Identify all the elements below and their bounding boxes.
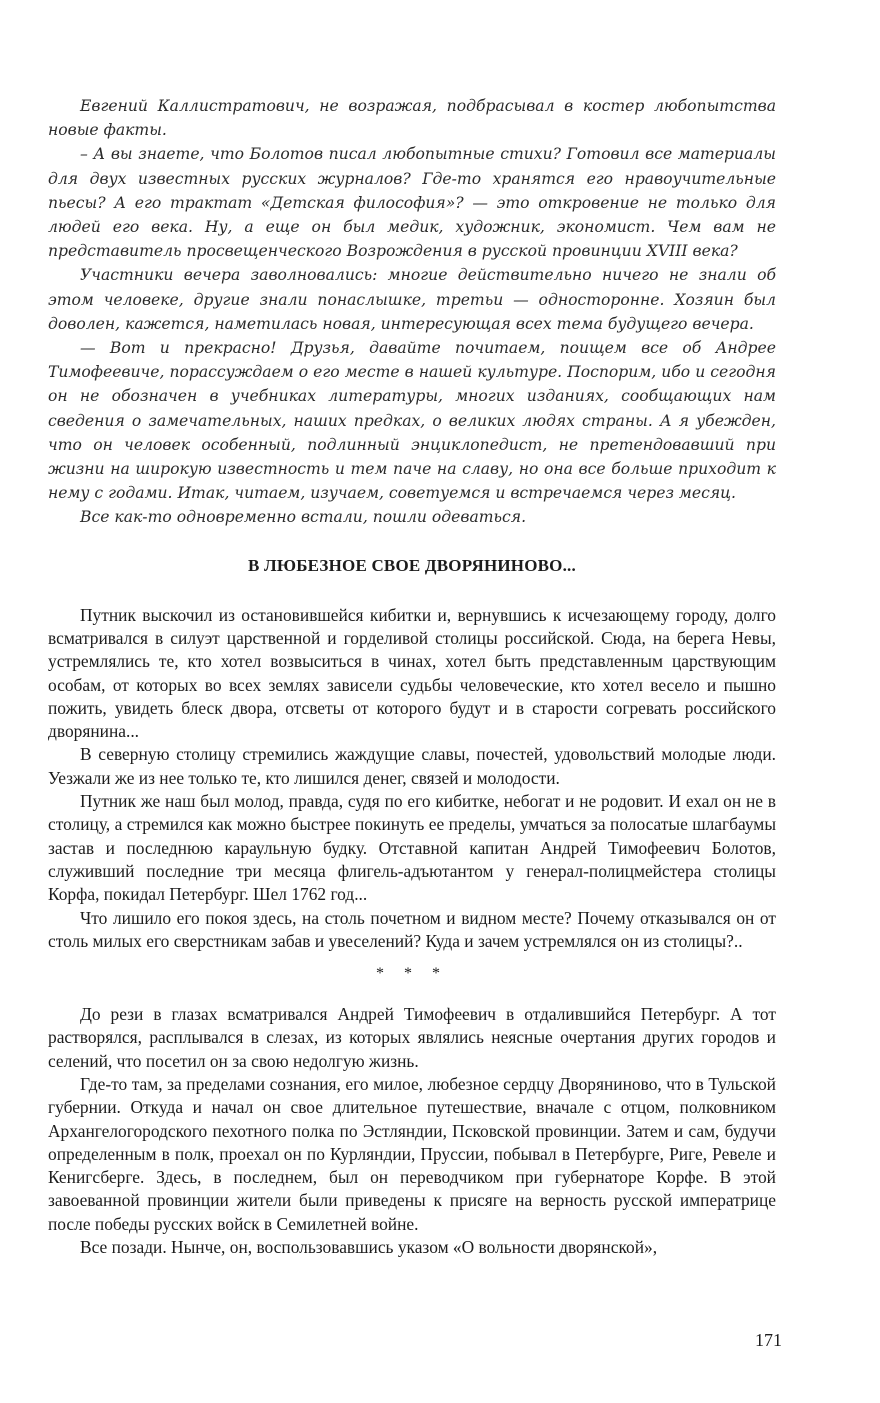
- paragraph: Евгений Каллистратович, не возражая, подбрасывал в костер любопытства новые факты.: [48, 97, 776, 140]
- paragraph: Путник выскочил из остановившейся кибитки и, вернувшись к исчезающему городу, долго всматривался в силуэт царственной и горделивой столицы российской. Сюда, на берега Невы, устремлялись те, кто хотел возвыситься в чинах, хотел быть представленным царствующим особам, от которых во всех землях зависели судьбы человеческие, кто хотел весело и пышно пожить, увидеть блеск двора, отсветы от которого будут и в старости согревать российского дворянина...: [48, 604, 776, 742]
- paragraph: – А вы знаете, что Болотов писал любопытные стихи? Готовил все материалы для двух известных русских журналов? Где-то хранятся его нравоучительные пьесы? А его трактат «Детская философия»? — это откровение не только для людей его века. Ну, а еще он был медик, художник, экономист. Чем вам не представитель просвещенческого Возрождения в русской провинции XVIII века?: [48, 145, 776, 261]
- paragraph: Что лишило его покоя здесь, на столь почетном и видном месте? Почему отказывался он от столь милых его сверстникам забав и увеселений? Куда и зачем устремлялся он из столицы?..: [48, 907, 776, 951]
- paragraph: До рези в глазах всматривался Андрей Тимофеевич в отдалившийся Петербург. А тот растворялся, расплывался в слезах, из которых являлись неясные очертания других городов и селений, что посетил он за свою недолгую жизнь.: [48, 1004, 776, 1071]
- paragraph: Путник же наш был молод, правда, судя по его кибитке, небогат и не родовит. И ехал он не в столицу, а стремился как можно быстрее покинуть ее пределы, умчаться за полосатые шлагбаумы застав и последнюю караульную будку. Отставной капитан Андрей Тимофеевич Болотов, служивший последние три месяца флигель-адъютантом у генерал-полицмейстера столицы Корфа, покидал Петербург. Шел 1762 год...: [48, 791, 776, 905]
- paragraph: Участники вечера заволновались: многие действительно ничего не знали об этом человеке, другие знали понаслышке, третьи — односторонне. Хозяин был доволен, кажется, наметилась новая, интересующая всех тема будущего вечера.: [48, 266, 776, 333]
- section-separator: * * *: [376, 965, 448, 983]
- paragraph: — Вот и прекрасно! Друзья, давайте почитаем, поищем все об Андрее Тимофеевиче, порассуждаем о его месте в нашей культуре. Поспорим, ибо и сегодня он не обозначен в учебниках литературы, многих изданиях, сообщающих нам сведения о замечательных, наших предках, о великих людях страны. А я убежден, что он человек особенный, подлинный энциклопедист, не претендовавший при жизни на широкую известность и тем паче на славу, но она все больше приходит к нему с годами. Итак, читаем, изучаем, советуемся и встречаемся через месяц.: [48, 339, 776, 503]
- page-body: [48, 94, 776, 1259]
- paragraph: Все позади. Нынче, он, воспользовавшись указом «О вольности дворянской»,: [80, 1237, 658, 1258]
- paragraph: Где-то там, за пределами сознания, его милое, любезное сердцу Дворяниново, что в Тульской губернии. Откуда и начал он свое длительное путешествие, вначале с отцом, полковником Архангелогородского пехотного полка по Эстляндии, Псковской провинции. Затем и сам, будучи определенным в полк, проехал он по Курляндии, Пруссии, побывал в Петербурге, Риге, Ревеле и Кенигсберге. Здесь, в последнем, был он переводчиком при губернаторе Корфе. В этой завоеванной провинции жители были приведены к присяге на верность русской императрице после победы русских войск в Семилетней войне.: [48, 1074, 776, 1234]
- section-two: [48, 1003, 776, 1259]
- page-number: 171: [755, 1330, 782, 1350]
- section-one: [48, 604, 776, 953]
- paragraph: В северную столицу стремились жаждущие славы, почестей, удовольствий молодые люди. Уезжали же из нее только те, кто лишился денег, связей и молодости.: [48, 744, 776, 788]
- intro-dialogue: [48, 94, 776, 530]
- chapter-title: В ЛЮБЕЗНОЕ СВОЕ ДВОРЯНИНОВО...: [248, 555, 576, 575]
- paragraph: Все как-то одновременно встали, пошли одеваться.: [80, 508, 527, 527]
